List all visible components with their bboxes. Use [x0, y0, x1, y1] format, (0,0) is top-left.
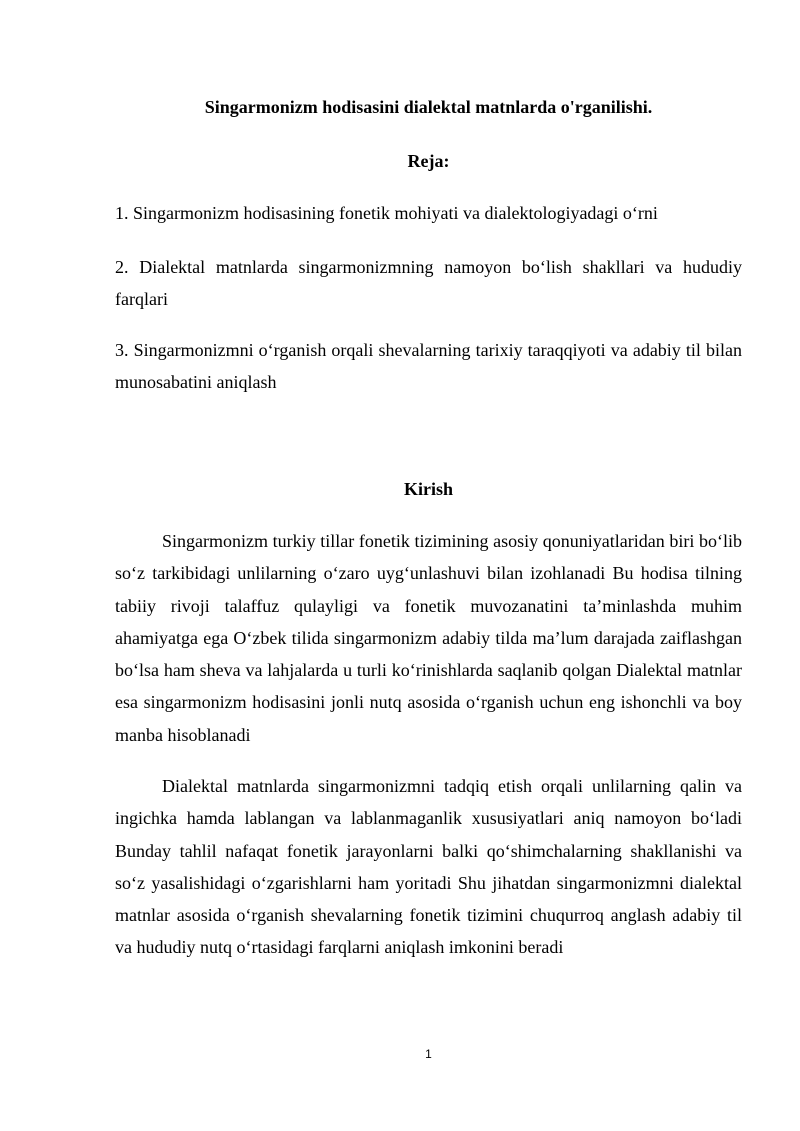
plan-heading: Reja: [407, 151, 450, 171]
intro-paragraph-2: Dialektal matnlarda singarmonizmni tadqiq etish orqali unlilarning qalin va ingichka hamda lablangan va lablanmaganlik xususiyatlari aniq namoyon bo‘ladi Bunday tahlil nafaqat fonetik jarayonlarni balki qo‘shimchalarning shakllanishi va so‘z yasalishidagi o‘zgarishlarni ham yoritadi Shu jihatdan singarmonizmni dialektal matnlar asosida o‘rganish shevalarning fonetik tizimini chuqurroq anglash adabiy til va hududiy nutq o‘rtasidagi farqlarni aniqlash imkonini beradi [115, 776, 742, 958]
page-number: 1 [425, 1047, 432, 1061]
intro-paragraph-1: Singarmonizm turkiy tillar fonetik tizimining asosiy qonuniyatlaridan biri bo‘lib so‘z tarkibidagi unlilarning o‘zaro uyg‘unlashuvi bilan izohlanadi Bu hodisa tilning tabiiy rivoji talaffuz qulayligi va fonetik muvozanatini ta’minlashda muhim ahamiyatga ega O‘zbek tilida singarmonizm adabiy tilda ma’lum darajada zaiflashgan bo‘lsa ham sheva va lahjalarda u turli ko‘rinishlarda saqlanib qolgan Dialektal matnlar esa singarmonizm hodisasini jonli nutq asosida o‘rganish uchun eng ishonchli va boy manba hisoblanadi [115, 531, 742, 745]
plan-item-1: 1. Singarmonizm hodisasining fonetik mohiyati va dialektologiyadagi o‘rni [115, 203, 658, 223]
intro-heading: Kirish [403, 479, 453, 499]
document-title: Singarmonizm hodisasini dialektal matnlarda o'rganilishi. [204, 97, 653, 117]
plan-item-2: 2. Dialektal matnlarda singarmonizmning namoyon bo‘lish shakllari va hududiy farqlari [115, 257, 742, 309]
plan-item-3: 3. Singarmonizmni o‘rganish orqali shevalarning tarixiy taraqqiyoti va adabiy til bilan munosabatini aniqlash [115, 340, 742, 392]
